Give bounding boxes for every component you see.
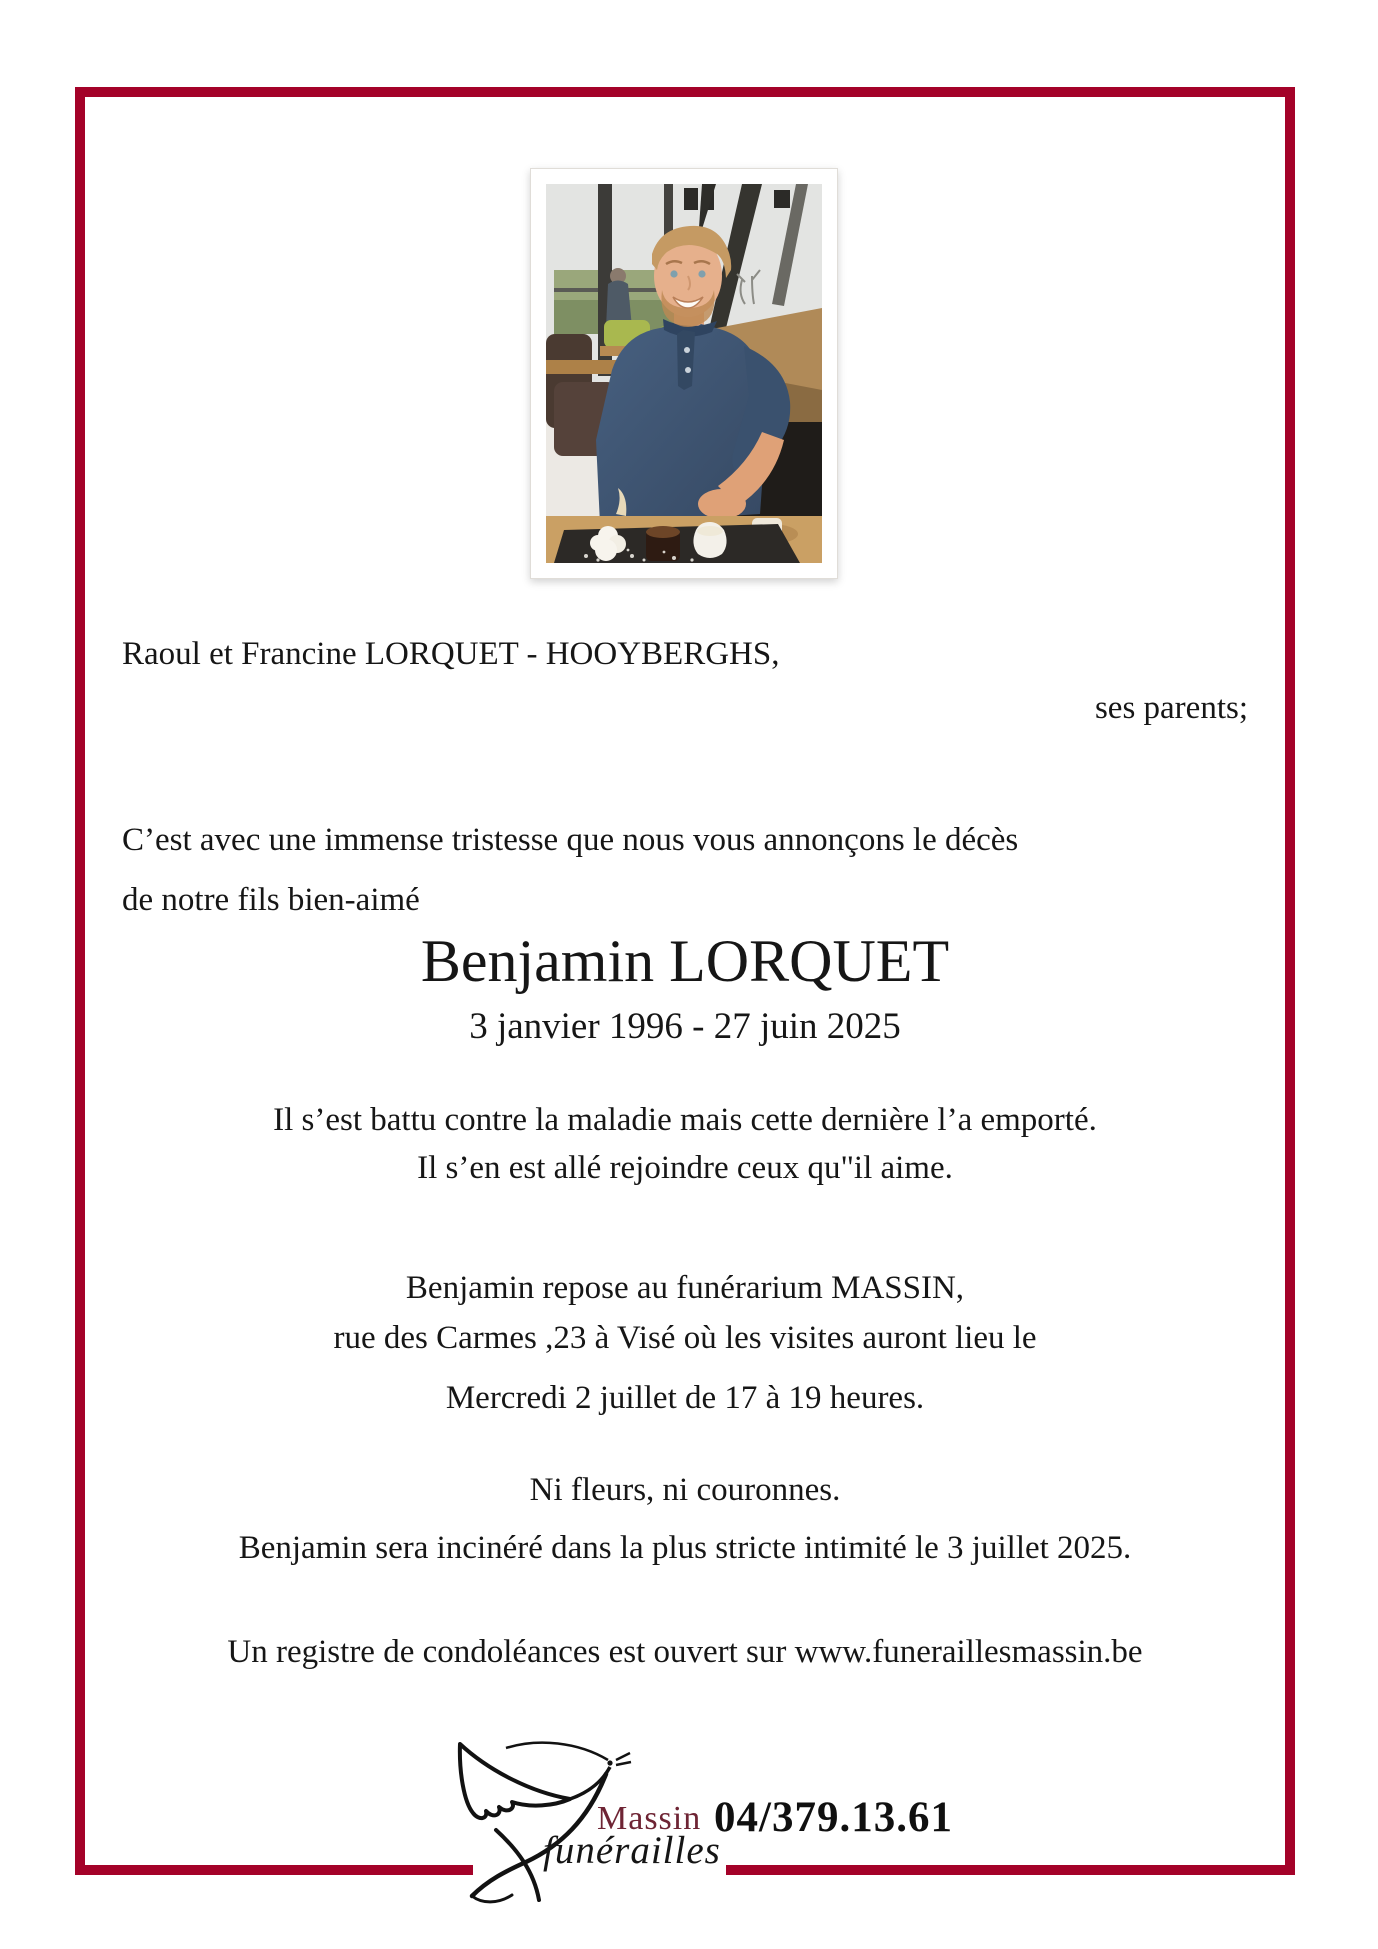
- deceased-name: Benjamin LORQUET: [420, 928, 950, 994]
- condolence-register-line: Un registre de condoléances est ouvert sur www.funeraillesmassin.be: [227, 1634, 1143, 1670]
- flowers-line: Ni fleurs, ni couronnes.: [529, 1472, 841, 1508]
- tribute-line-1: Il s’est battu contre la maladie mais cette dernière l’a emporté.: [273, 1102, 1097, 1138]
- portrait-photo: [546, 184, 822, 563]
- brand-name: Massin: [597, 1800, 702, 1837]
- repose-line-1: Benjamin repose au funérarium MASSIN,: [405, 1270, 965, 1306]
- visitation-line: Mercredi 2 juillet de 17 à 19 heures.: [445, 1380, 925, 1416]
- repose-line-2: rue des Carmes ,23 à Visé où les visites auront lieu le: [333, 1320, 1037, 1356]
- brand-subtitle: funérailles: [543, 1829, 721, 1872]
- phone-number: 04/379.13.61: [714, 1794, 953, 1841]
- cremation-line: Benjamin sera incinéré dans la plus stricte intimité le 3 juillet 2025.: [238, 1530, 1132, 1566]
- life-dates: 3 janvier 1996 - 27 juin 2025: [469, 1006, 901, 1047]
- parents-role-line: ses parents;: [1094, 690, 1248, 726]
- tribute-line-2: Il s’en est allé rejoindre ceux qu"il aime.: [417, 1150, 953, 1186]
- parents-line: Raoul et Francine LORQUET - HOOYBERGHS,: [122, 636, 780, 672]
- intro-line-1: C’est avec une immense tristesse que nous vous annonçons le décès: [122, 822, 1019, 858]
- intro-line-2: de notre fils bien-aimé: [122, 882, 420, 918]
- portrait-photo-card: [530, 168, 838, 579]
